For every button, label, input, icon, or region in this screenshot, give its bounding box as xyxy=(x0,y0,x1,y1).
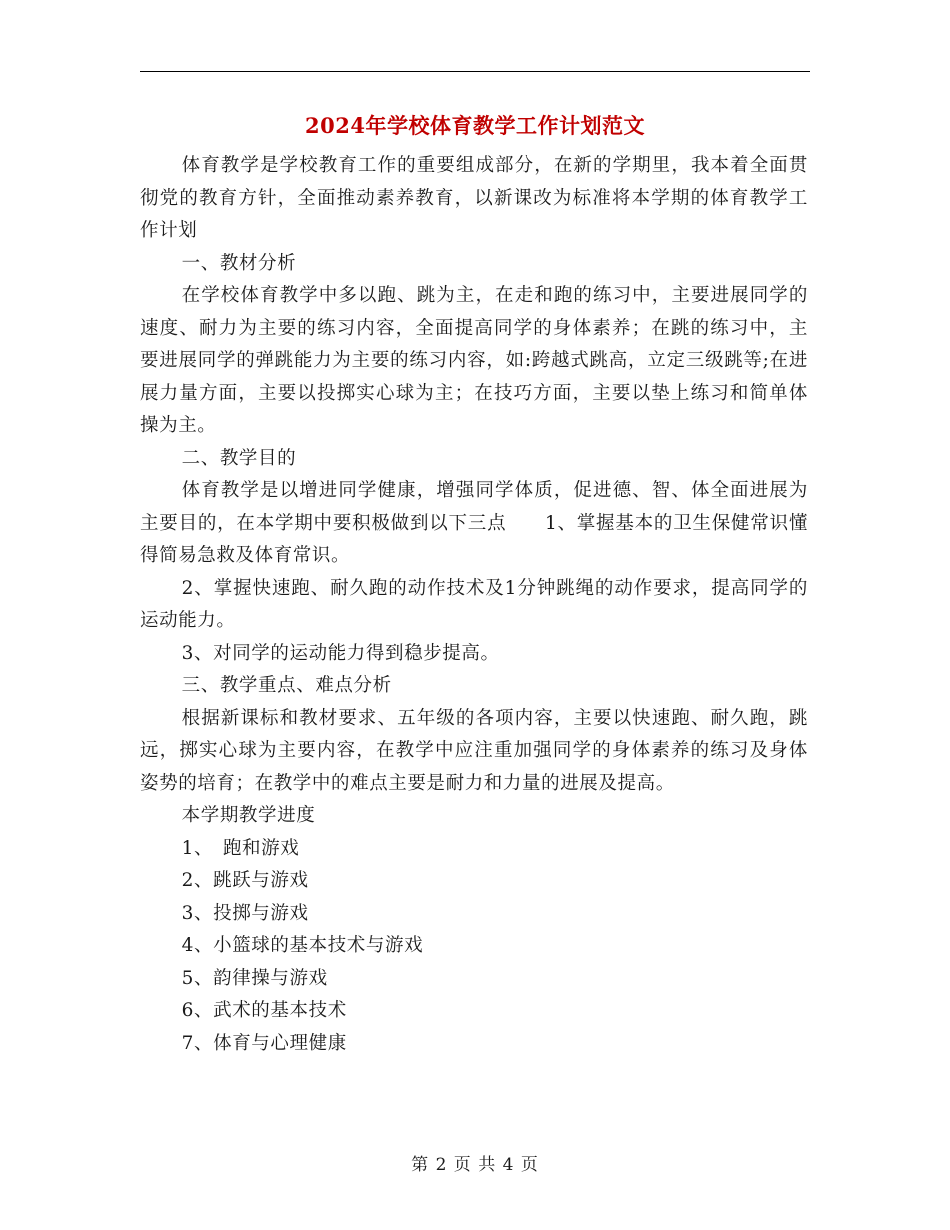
schedule-item: 5、韵律操与游戏 xyxy=(181,967,328,989)
schedule-heading: 本学期教学进度 xyxy=(181,805,316,826)
teaching-goals-paragraph: 体育教学是以增进同学健康，增强同学体质，促进德、智、体全面进展为主要目的，在本学期中要积极做到以下三点 1、掌握基本的卫生保健常识懂得简易急救及体育常识。 xyxy=(140,480,808,566)
schedule-item: 2、跳跃与游戏 xyxy=(181,870,309,891)
section-heading-textbook-analysis: 一、教材分析 xyxy=(181,252,297,274)
section-heading-teaching-goals: 二、教学目的 xyxy=(181,447,297,469)
header-rule xyxy=(140,71,810,72)
schedule-item: 3、投掷与游戏 xyxy=(181,902,309,924)
key-points-paragraph: 根据新课标和教材要求、五年级的各项内容，主要以快速跑、耐久跑，跳远，掷实心球为主要内容，在教学中应注重加强同学的身体素养的练习及身体姿势的培育；在教学中的难点主要是耐力和力量的进展及提高。 xyxy=(140,707,808,794)
textbook-analysis-paragraph: 在学校体育教学中多以跑、跳为主，在走和跑的练习中，主要进展同学的速度、耐力为主要的练习内容，全面提高同学的身体素养；在跳的练习中，主要进展同学的弹跳能力为主要的练习内容，如:跨越式跳高，立定三级跳等;在进展力量方面，主要以投掷实心球为主；在技巧方面，主要以垫上练习和简单体操为主。 xyxy=(140,285,808,436)
section-heading-key-points: 三、教学重点、难点分析 xyxy=(181,675,392,696)
schedule-item: 6、武术的基本技术 xyxy=(181,1000,347,1021)
teaching-goal-item-2: 2、掌握快速跑、耐久跑的动作技术及1分钟跳绳的动作要求，提高同学的运动能力。 xyxy=(140,577,808,631)
intro-paragraph: 体育教学是学校教育工作的重要组成部分，在新的学期里，我本着全面贯彻党的教育方针，全面推动素养教育，以新课改为标准将本学期的体育教学工作计划 xyxy=(140,155,808,241)
document-body xyxy=(140,150,808,1060)
schedule-item: 1、 跑和游戏 xyxy=(181,837,300,859)
schedule-item: 7、体育与心理健康 xyxy=(181,1032,347,1054)
page-number-footer: 第 2 页 共 4 页 xyxy=(411,1155,539,1175)
document-title: 2024年学校体育教学工作计划范文 xyxy=(305,113,645,138)
schedule-item: 4、小篮球的基本技术与游戏 xyxy=(181,935,424,956)
teaching-goal-item-3: 3、对同学的运动能力得到稳步提高。 xyxy=(181,642,500,664)
